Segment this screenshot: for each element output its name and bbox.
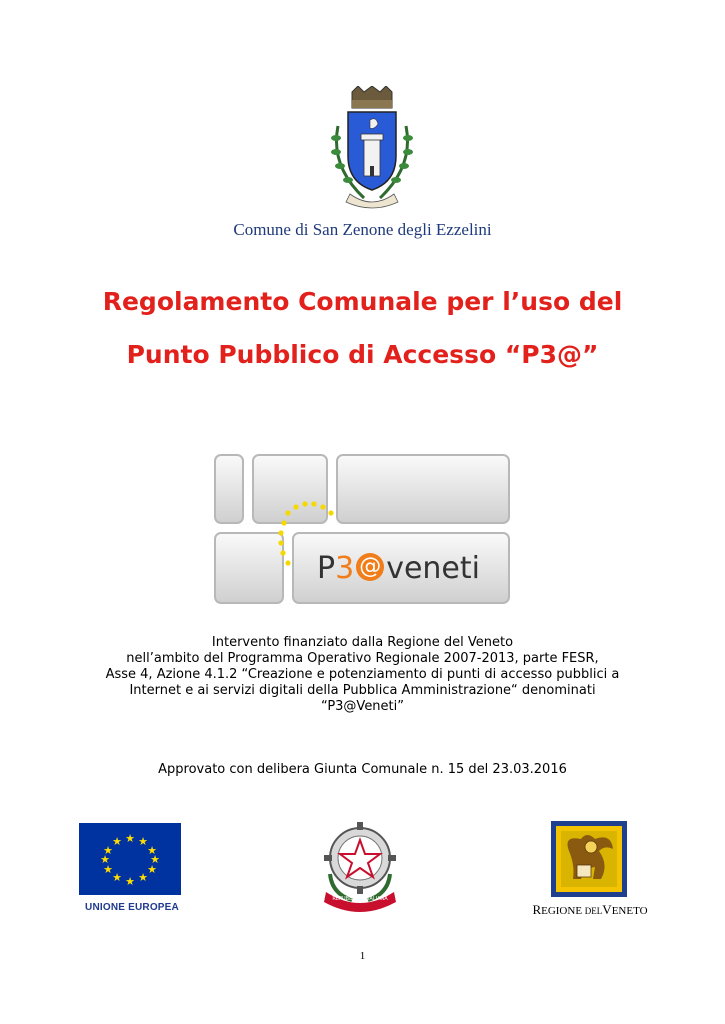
svg-text:★: ★ [147,844,157,857]
italian-republic-emblem [318,818,402,914]
funding-statement [0,635,725,715]
funding-line: “P3@Veneti” [320,699,404,714]
funding-line: nell’ambito del Programma Operativo Regionale 2007-2013, parte FESR, [126,651,599,666]
municipal-crest-logo [324,86,420,212]
svg-text:★: ★ [103,863,113,876]
document-title-line-1: Regolamento Comunale per l’uso del [102,287,623,316]
document-title-line-2: Punto Pubblico di Accesso “P3@” [126,340,599,369]
approval-statement: Approvato con delibera Giunta Comunale n. 15 del 23.03.2016 [158,762,567,777]
veneto-region-lion-logo [551,821,627,897]
svg-text:★: ★ [125,832,135,845]
veneto-region-label: REGIONE DELVENETO [532,902,648,917]
svg-text:★: ★ [100,853,110,866]
svg-text:★: ★ [147,863,157,876]
svg-text:★: ★ [103,844,113,857]
page-number: 1 [359,950,366,962]
svg-text:★: ★ [138,871,148,884]
svg-text:★: ★ [125,875,135,888]
funding-line: Internet e ai servizi digitali della Pubblica Amministrazione“ denominati [129,683,596,698]
svg-text:★: ★ [112,835,122,848]
eu-label: UNIONE EUROPEA [85,902,179,913]
svg-text:★: ★ [138,835,148,848]
svg-text:★: ★ [150,853,160,866]
municipality-name: Comune di San Zenone degli Ezzelini [233,220,492,239]
emblem-ribbon-text: REPUBBLICA ITALIANA [332,896,388,902]
eu-flag-logo [79,823,181,895]
p3-veneti-wordmark: P3 @ veneti [317,551,480,586]
funding-line: Asse 4, Azione 4.1.2 “Creazione e potenziamento di punti di accesso pubblici a [105,667,620,682]
funding-line: Intervento finanziato dalla Regione del Veneto [211,635,514,650]
p3-veneti-logo [213,453,511,606]
svg-text:★: ★ [112,871,122,884]
